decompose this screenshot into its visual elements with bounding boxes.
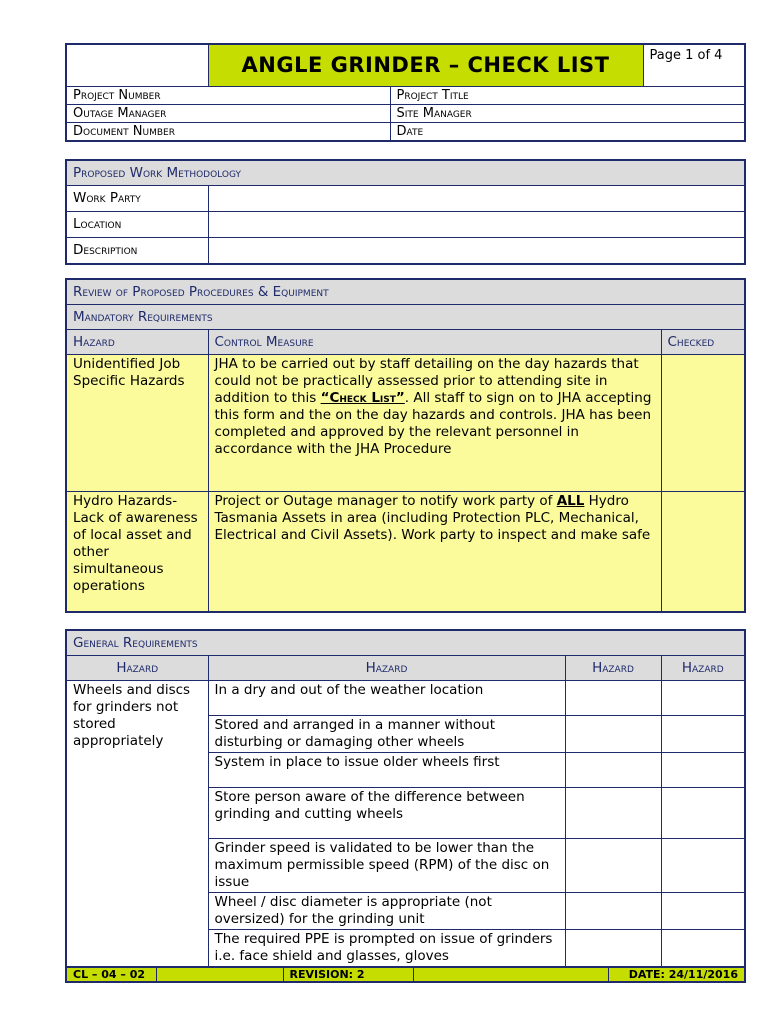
logo-cell (66, 44, 208, 86)
project-title-label: Project Title (390, 86, 745, 104)
check-cell[interactable] (565, 681, 661, 716)
page-indicator: Page 1 of 4 (643, 44, 745, 86)
hazard-hydro: Hydro Hazards- Lack of awareness of local asset and other simultaneous operations (66, 492, 208, 612)
column-header-checked: Checked (661, 330, 745, 355)
checklist-emphasis: “Check List” (320, 390, 405, 406)
check-cell[interactable] (661, 930, 745, 968)
check-cell[interactable] (565, 753, 661, 788)
project-number-label: Project Number (66, 86, 390, 104)
control-hydro (208, 492, 661, 612)
general-heading: General Requirements (66, 630, 745, 656)
location-field[interactable] (208, 212, 745, 238)
requirement-item: The required PPE is prompted on issue of grinders i.e. face shield and glasses, gloves (208, 930, 565, 968)
revision-label: REVISION: 2 (283, 967, 413, 982)
requirement-item: System in place to issue older wheels first (208, 753, 565, 788)
general-table (65, 629, 746, 968)
general-hazard: Wheels and discs for grinders not stored appropriately (66, 681, 208, 968)
review-table (65, 278, 746, 613)
check-cell[interactable] (661, 681, 745, 716)
requirement-item: Grinder speed is validated to be lower than the maximum permissible speed (RPM) of the disc on issue (208, 839, 565, 893)
outage-manager-label: Outage Manager (66, 104, 390, 122)
requirement-item: In a dry and out of the weather location (208, 681, 565, 716)
footer-spacer (156, 967, 283, 982)
control-jha (208, 355, 661, 492)
document-title: ANGLE GRINDER – CHECK LIST (208, 44, 643, 86)
general-col-4: Hazard (661, 656, 745, 681)
footer-spacer (413, 967, 608, 982)
review-heading: Review of Proposed Procedures & Equipment (66, 279, 745, 305)
methodology-table (65, 159, 746, 265)
control-text: JHA to be carried out by staff detailing on the day hazards that could not be practically assessed prior to attending site in addition to this (214, 356, 639, 406)
hazard-unidentified: Unidentified Job Specific Hazards (66, 355, 208, 492)
checked-cell[interactable] (661, 355, 745, 492)
general-col-3: Hazard (565, 656, 661, 681)
control-text: Project or Outage manager to notify work party of (214, 493, 557, 509)
requirement-item: Stored and arranged in a manner without disturbing or damaging other wheels (208, 716, 565, 753)
column-header-hazard: Hazard (66, 330, 208, 355)
footer-date: DATE: 24/11/2016 (608, 967, 745, 982)
methodology-heading: Proposed Work Methodology (66, 160, 745, 186)
mandatory-heading: Mandatory Requirements (66, 305, 745, 330)
checked-cell[interactable] (661, 492, 745, 612)
check-cell[interactable] (661, 716, 745, 753)
general-col-2: Hazard (208, 656, 565, 681)
document-header (65, 43, 746, 142)
column-header-control: Control Measure (208, 330, 661, 355)
work-party-label: Work Party (66, 186, 208, 212)
check-cell[interactable] (661, 753, 745, 788)
check-cell[interactable] (661, 839, 745, 893)
description-label: Description (66, 238, 208, 265)
check-cell[interactable] (661, 893, 745, 930)
check-cell[interactable] (565, 930, 661, 968)
work-party-field[interactable] (208, 186, 745, 212)
requirement-item: Store person aware of the difference between grinding and cutting wheels (208, 788, 565, 839)
document-footer (65, 966, 746, 983)
site-manager-label: Site Manager (390, 104, 745, 122)
check-cell[interactable] (565, 839, 661, 893)
check-cell[interactable] (565, 716, 661, 753)
date-label: Date (390, 122, 745, 141)
document-number-label: Document Number (66, 122, 390, 141)
check-cell[interactable] (661, 788, 745, 839)
requirement-item: Wheel / disc diameter is appropriate (not oversized) for the grinding unit (208, 893, 565, 930)
all-emphasis: ALL (556, 493, 585, 509)
check-cell[interactable] (565, 893, 661, 930)
control-text: Hydro Tasmania Assets in area (including Protection PLC, Mechanical, Electrical and Civil Assets). Work party to inspect and make safe (214, 493, 651, 543)
location-label: Location (66, 212, 208, 238)
check-cell[interactable] (565, 788, 661, 839)
general-col-1: Hazard (66, 656, 208, 681)
document-code: CL – 04 – 02 (66, 967, 156, 982)
description-field[interactable] (208, 238, 745, 265)
control-text: . All staff to sign on to JHA accepting this form and the on the day hazards and controls. JHA has been completed and approved by the relevant personnel in accordance with the JHA Procedure (214, 390, 652, 457)
